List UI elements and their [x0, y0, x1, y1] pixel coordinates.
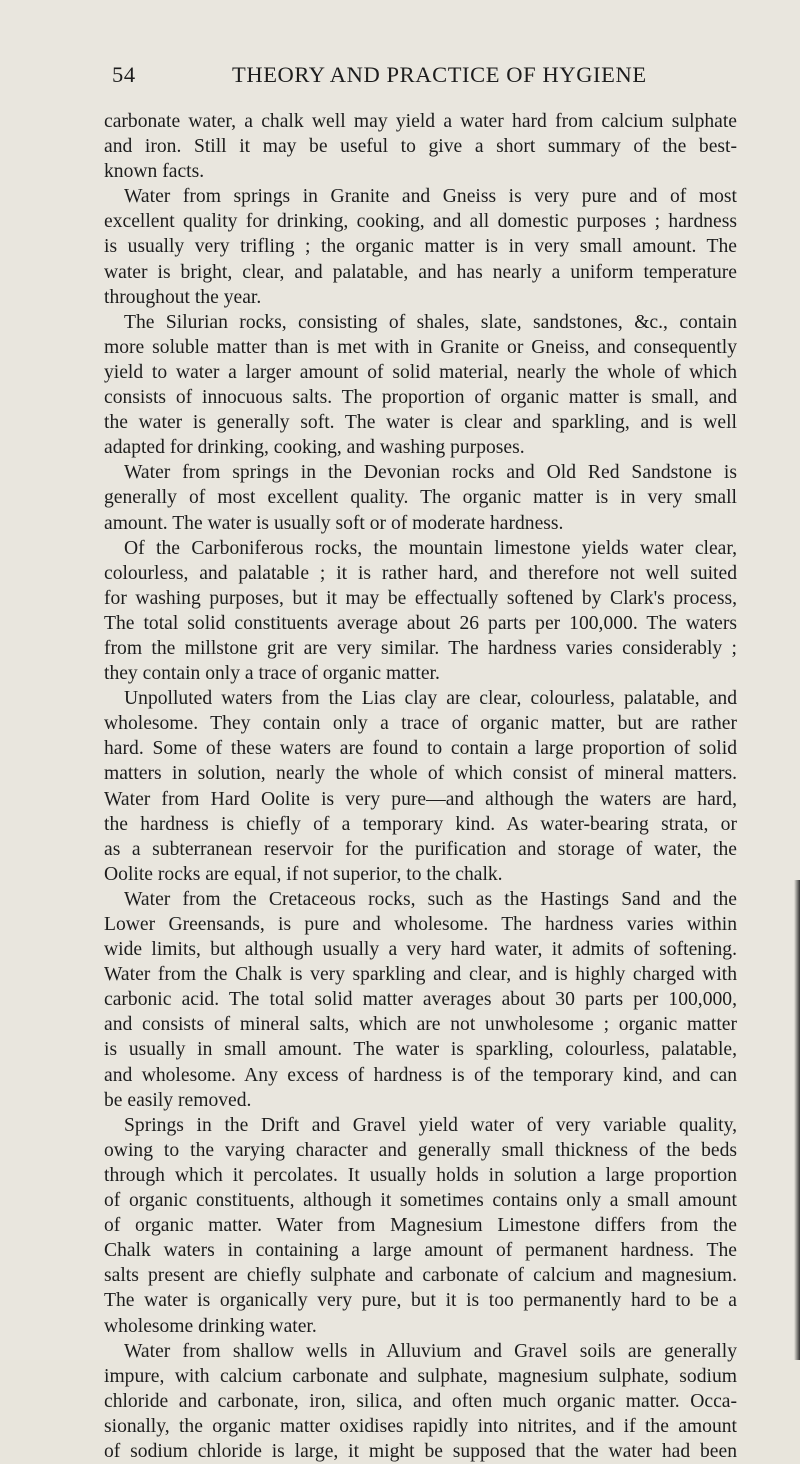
- text-line: is usually in small amount. The water is sparkling, colourless, palatable,: [104, 1039, 737, 1061]
- text-line: impure, with calcium carbonate and sulphate, magnesium sulphate, sodium: [104, 1365, 737, 1387]
- text-line: water is bright, clear, and palatable, and has nearly a uniform temperature: [104, 261, 737, 283]
- paragraph-start-line: Water from springs in Granite and Gneiss is very pure and of most: [124, 186, 737, 208]
- page-number: 54: [112, 62, 136, 87]
- paragraph-start-line: The Silurian rocks, consisting of shales, slate, sandstones, &c., contain: [124, 311, 737, 333]
- text-line: as a subterranean reservoir for the purification and storage of water, the: [104, 838, 737, 860]
- text-line: more soluble matter than is met with in Granite or Gneiss, and consequently: [104, 336, 737, 358]
- text-line: Lower Greensands, is pure and wholesome. The hardness varies within: [104, 914, 737, 935]
- text-line: hard. Some of these waters are found to contain a large proportion of solid: [104, 738, 737, 760]
- text-line: carbonate water, a chalk well may yield a water hard from calcium sulphate: [104, 111, 737, 132]
- text-line: through which it percolates. It usually holds in solution a large proportion: [104, 1164, 737, 1186]
- text-line: and iron. Still it may be useful to give a short summary of the best-: [104, 136, 737, 158]
- text-line: consists of innocuous salts. The proportion of organic matter is small, and: [104, 387, 737, 409]
- text-line: amount. The water is usually soft or of moderate hardness.: [104, 512, 564, 534]
- text-line: of sodium chloride is large, it might be supposed that the water had been: [104, 1440, 737, 1462]
- text-line: The water is organically very pure, but it is too permanently hard to be a: [104, 1290, 737, 1312]
- text-line: sionally, the organic matter oxidises rapidly into nitrites, and if the amount: [104, 1415, 737, 1437]
- text-line: and wholesome. Any excess of hardness is of the temporary kind, and can: [104, 1064, 737, 1086]
- text-line: adapted for drinking, cooking, and washing purposes.: [104, 437, 525, 459]
- paragraph-start-line: Water from shallow wells in Alluvium and Gravel soils are generally: [124, 1340, 737, 1362]
- text-line: known facts.: [104, 161, 205, 183]
- page-edge-shadow: [794, 880, 800, 1360]
- text-line: Chalk waters in containing a large amount of permanent hardness. The: [104, 1240, 737, 1262]
- text-line: yield to water a larger amount of solid material, nearly the whole of which: [104, 361, 737, 383]
- paragraph-start-line: Water from springs in the Devonian rocks and Old Red Sandstone is: [124, 462, 737, 484]
- paragraph-start-line: Water from the Cretaceous rocks, such as the Hastings Sand and the: [124, 888, 737, 910]
- text-line: the water is generally soft. The water is clear and sparkling, and is well: [104, 412, 737, 434]
- text-line: wholesome drinking water.: [104, 1315, 317, 1337]
- text-line: from the millstone grit are very similar. The hardness varies considerably ;: [104, 637, 737, 659]
- text-line: the hardness is chiefly of a temporary kind. As water-bearing strata, or: [104, 813, 737, 835]
- text-line: generally of most excellent quality. The organic matter is in very small: [104, 487, 737, 509]
- text-line: be easily removed.: [104, 1089, 252, 1111]
- running-title: THEORY AND PRACTICE OF HYGIENE: [232, 62, 647, 87]
- text-line: colourless, and palatable ; it is rather hard, and therefore not well suited: [104, 562, 737, 584]
- text-line: matters in solution, nearly the whole of which consist of mineral matters.: [104, 763, 737, 785]
- text-line: carbonic acid. The total solid matter averages about 30 parts per 100,000,: [104, 989, 737, 1011]
- text-line: for washing purposes, but it may be effectually softened by Clark's process,: [104, 587, 737, 609]
- text-line: chloride and carbonate, iron, silica, and often much organic matter. Occa-: [104, 1390, 737, 1412]
- text-line: they contain only a trace of organic matter.: [104, 663, 440, 685]
- text-line: excellent quality for drinking, cooking, and all domestic purposes ; hardness: [104, 211, 737, 233]
- page-header: [104, 62, 736, 92]
- text-line: owing to the varying character and generally small thickness of the beds: [104, 1139, 737, 1161]
- text-line: wholesome. They contain only a trace of organic matter, but are rather: [104, 713, 737, 735]
- text-line: The total solid constituents average about 26 parts per 100,000. The waters: [104, 612, 737, 634]
- paragraph-start-line: Springs in the Drift and Gravel yield water of very variable quality,: [124, 1114, 737, 1136]
- text-line: is usually very trifling ; the organic matter is in very small amount. The: [104, 236, 737, 258]
- text-line: throughout the year.: [104, 286, 262, 308]
- text-line: wide limits, but although usually a very hard water, it admits of softening.: [104, 939, 737, 961]
- paragraph-start-line: Of the Carboniferous rocks, the mountain limestone yields water clear,: [124, 537, 737, 559]
- text-line: and consists of mineral salts, which are not unwholesome ; organic matter: [104, 1014, 737, 1036]
- text-line: Water from the Chalk is very sparkling and clear, and is highly charged with: [104, 964, 737, 986]
- paragraph-start-line: Unpolluted waters from the Lias clay are clear, colourless, palatable, and: [124, 688, 737, 710]
- text-line: of organic constituents, although it sometimes contains only a small amount: [104, 1190, 737, 1212]
- text-line: Water from Hard Oolite is very pure—and although the waters are hard,: [104, 788, 737, 810]
- text-line: salts present are chiefly sulphate and carbonate of calcium and magnesium.: [104, 1265, 737, 1287]
- body-text: [104, 109, 737, 1464]
- text-line: of organic matter. Water from Magnesium Limestone differs from the: [104, 1215, 737, 1237]
- text-line: Oolite rocks are equal, if not superior, to the chalk.: [104, 863, 503, 885]
